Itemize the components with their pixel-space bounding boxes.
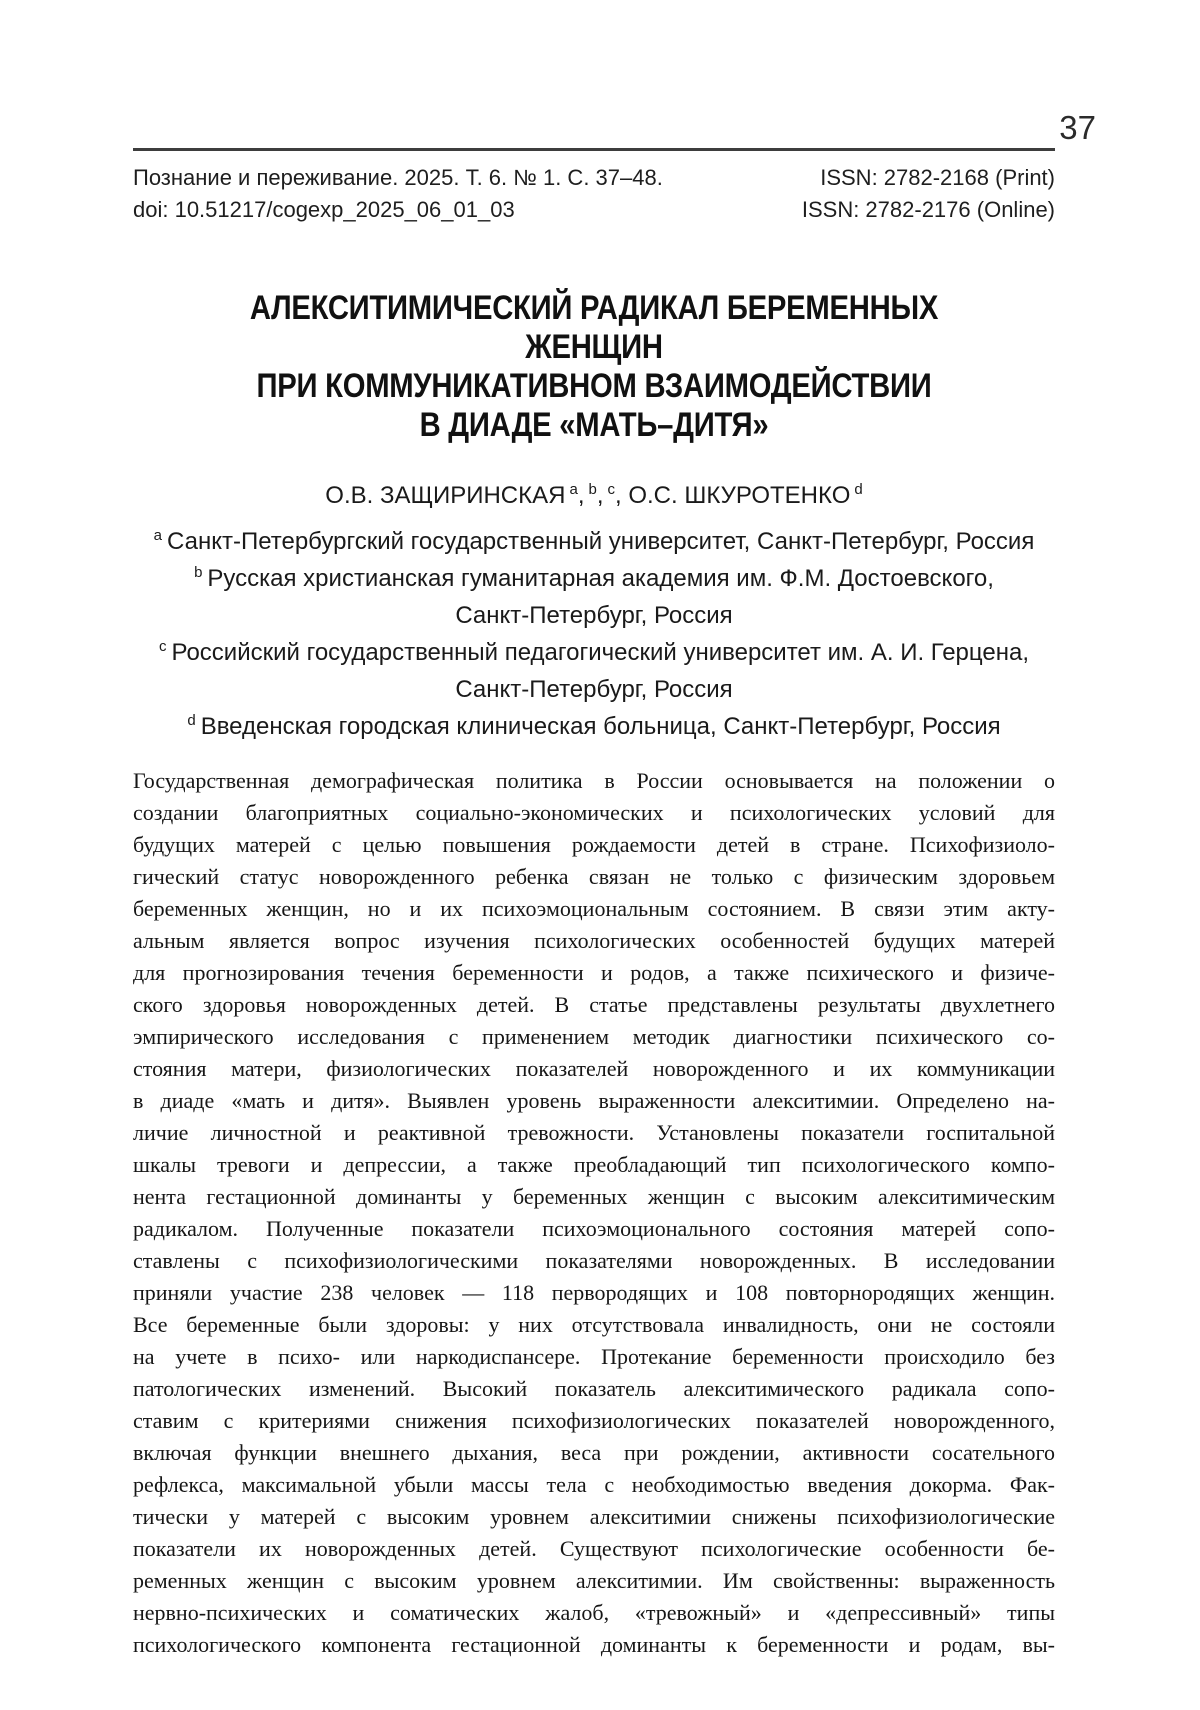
abstract-line: нервно-психических и соматических жалоб, «тревожный» и «депрессивный» типы (133, 1600, 1055, 1625)
affiliation-text: Российский государственный педагогический университет им. А. И. Герцена, (171, 639, 1029, 666)
abstract-line: патологических изменений. Высокий показатель алекситимического радикала сопо- (133, 1376, 1055, 1401)
affiliation-line (133, 705, 1055, 742)
abstract-line: гический статус новорожденного ребенка связан не только с физическим здоровьем (133, 864, 1055, 889)
affiliation-text: Санкт-Петербург, Россия (455, 676, 733, 703)
abstract-line: ставлены с психофизиологическими показателями новорожденных. В исследовании (133, 1248, 1055, 1273)
article-title-line-3: В ДИАДЕ «МАТЬ–ДИТЯ» (419, 406, 769, 444)
affiliation-line (133, 594, 1055, 631)
abstract-line: рефлекса, максимальной убыли массы тела с необходимостью введения докорма. Фак- (133, 1472, 1055, 1497)
abstract-line: психологического компонента гестационной доминанты к беременности и родам, вы- (133, 1632, 1055, 1657)
affiliation-text: Санкт-Петербург, Россия (455, 602, 733, 629)
article-title-line-2: ПРИ КОММУНИКАТИВНОМ ВЗАИМОДЕЙСТВИИ (256, 367, 932, 405)
abstract-line: на учете в психо- или наркодиспансере. Протекание беременности происходило без (133, 1344, 1055, 1369)
abstract-line: стояния матери, физиологических показателей новорожденного и их коммуникации (133, 1056, 1055, 1081)
authors-separator: , (615, 482, 629, 509)
abstract-line: шкалы тревоги и депрессии, а также преобладающий тип психологического компо- (133, 1152, 1055, 1177)
author-1-affiliation-mark-c: c (607, 481, 615, 498)
abstract-line: включая функции внешнего дыхания, веса при рождении, активности сосательного (133, 1440, 1055, 1465)
abstract-line: в диаде «мать и дитя». Выявлен уровень выраженности алекситимии. Определено на- (133, 1088, 1055, 1113)
abstract-line: приняли участие 238 человек — 118 первородящих и 108 повторнородящих женщин. (133, 1280, 1055, 1305)
affiliation-line (133, 557, 1055, 594)
affiliation-mark: d (187, 712, 196, 729)
affiliation-mark: b (194, 564, 203, 581)
abstract-line: ременных женщин с высоким уровнем алекситимии. Им свойственны: выраженность (133, 1568, 1055, 1593)
affiliation-mark: a (153, 527, 162, 544)
abstract-line: будущих матерей с целью повышения рождаемости детей в стране. Психофизиоло- (133, 832, 1055, 857)
affiliation-line (133, 668, 1055, 705)
marks-separator: , (577, 482, 585, 509)
page-number: 37 (1059, 109, 1096, 146)
abstract-line: беременных женщин, но и их психоэмоциональным состоянием. В связи этим акту- (133, 896, 1055, 921)
article-title-line-1: АЛЕКСИТИМИЧЕСКИЙ РАДИКАЛ БЕРЕМЕННЫХ ЖЕНЩИН (249, 289, 939, 366)
header-rule (133, 148, 1055, 151)
journal-header (133, 162, 1055, 226)
doi: doi: 10.51217/cogexp_2025_06_01_03 (133, 197, 515, 222)
abstract-line: альным является вопрос изучения психологических особенностей будущих матерей (133, 928, 1055, 953)
author-1-affiliation-mark-b: b (588, 481, 597, 498)
marks-separator: , (596, 482, 604, 509)
author-2-affiliation-mark-d: d (854, 481, 863, 498)
issn-online: ISSN: 2782-2176 (Online) (801, 197, 1055, 222)
affiliations (133, 520, 1055, 742)
abstract-line: создании благоприятных социально-экономических и психологических условий для (133, 800, 1055, 825)
author-1-affiliation-mark-a: a (569, 481, 578, 498)
affiliation-text: Русская христианская гуманитарная академия им. Ф.М. Достоевского, (207, 565, 994, 592)
abstract-line: Государственная демографическая политика в России основывается на положении о (133, 768, 1055, 793)
journal-header-row-2 (133, 194, 1055, 226)
authors-line (133, 474, 1055, 511)
abstract-line: ставим с критериями снижения психофизиологических показателей новорожденного, (133, 1408, 1055, 1433)
abstract-line: радикалом. Полученные показатели психоэмоционального состояния матерей сопо- (133, 1216, 1055, 1241)
abstract-line: для прогнозирования течения беременности и родов, а также психического и физиче- (133, 960, 1055, 985)
affiliation-line (133, 631, 1055, 668)
abstract-line: эмпирического исследования с применением методик диагностики психического со- (133, 1024, 1055, 1049)
journal-header-row-1 (133, 162, 1055, 194)
issn-print: ISSN: 2782-2168 (Print) (820, 165, 1055, 190)
author-name-2: О.С. ШКУРОТЕНКО (628, 482, 851, 509)
affiliation-mark: c (159, 638, 167, 655)
abstract-line: нента гестационной доминанты у беременных женщин с высоким алекситимическим (133, 1184, 1055, 1209)
author-name-1: О.В. ЗАЩИРИНСКАЯ (325, 482, 566, 509)
abstract-line: показатели их новорожденных детей. Существуют психологические особенности бе- (133, 1536, 1055, 1561)
journal-citation: Познание и переживание. 2025. Т. 6. № 1. С. 37–48. (133, 165, 663, 190)
article-title (198, 289, 991, 445)
abstract (133, 765, 1055, 1661)
affiliation-text: Введенская городская клиническая больница, Санкт-Петербург, Россия (200, 713, 1001, 740)
abstract-line: ского здоровья новорожденных детей. В статье представлены результаты двухлетнего (133, 992, 1055, 1017)
abstract-line: личие личностной и реактивной тревожности. Установлены показатели госпитальной (133, 1120, 1055, 1145)
affiliation-text: Санкт-Петербургский государственный университет, Санкт-Петербург, Россия (167, 528, 1035, 555)
abstract-line: Все беременные были здоровы: у них отсутствовала инвалидность, они не состояли (133, 1312, 1055, 1337)
abstract-line: тически у матерей с высоким уровнем алекситимии снижены психофизиологические (133, 1504, 1055, 1529)
affiliation-line (133, 520, 1055, 557)
